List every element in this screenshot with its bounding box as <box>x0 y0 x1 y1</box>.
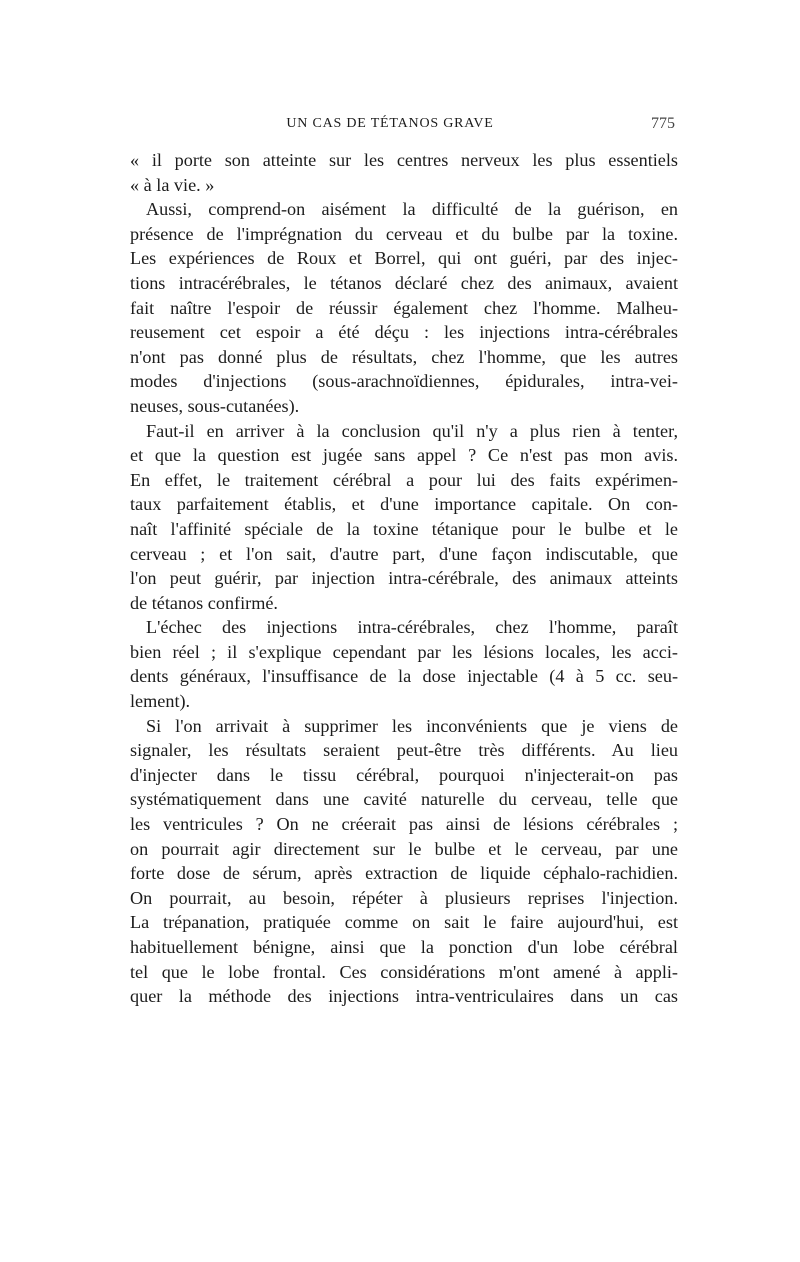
running-title: UN CAS DE TÉTANOS GRAVE <box>286 116 494 131</box>
text-line: signaler, les résultats seraient peut-être très différents. Au lieu <box>130 740 678 761</box>
text-line: reusement cet espoir a été déçu : les injections intra-cérébrales <box>130 322 678 343</box>
page-number: 775 <box>651 115 675 132</box>
text-line: quer la méthode des injections intra-ventriculaires dans un cas <box>130 986 678 1007</box>
body-text <box>130 148 678 1009</box>
text-line: En effet, le traitement cérébral a pour lui des faits expérimen- <box>130 469 678 490</box>
text-line: tel que le lobe frontal. Ces considérations m'ont amené à appli- <box>130 961 678 982</box>
text-line: neuses, sous-cutanées). <box>130 395 300 416</box>
text-line: On pourrait, au besoin, répéter à plusieurs reprises l'injection. <box>130 887 678 908</box>
running-head <box>130 116 675 136</box>
paragraph-start-line: Si l'on arrivait à supprimer les inconvénients que je viens de <box>146 715 678 736</box>
text-line: présence de l'imprégnation du cerveau et du bulbe par la toxine. <box>130 223 678 244</box>
text-line: l'on peut guérir, par injection intra-cérébrale, des animaux atteints <box>130 568 678 589</box>
text-line: et que la question est jugée sans appel ? Ce n'est pas mon avis. <box>130 445 678 466</box>
paragraph-start-line: Faut-il en arriver à la conclusion qu'il n'y a plus rien à tenter, <box>146 420 678 441</box>
text-line: La trépanation, pratiquée comme on sait le faire aujourd'hui, est <box>130 912 678 933</box>
text-line: on pourrait agir directement sur le bulbe et le cerveau, par une <box>130 838 678 859</box>
text-line: dents généraux, l'insuffisance de la dose injectable (4 à 5 cc. seu- <box>130 666 678 687</box>
text-line: Les expériences de Roux et Borrel, qui ont guéri, par des injec- <box>130 248 678 269</box>
text-line: « il porte son atteinte sur les centres nerveux les plus essentiels <box>130 150 678 170</box>
text-line: lement). <box>130 691 191 712</box>
text-line: d'injecter dans le tissu cérébral, pourquoi n'injecterait-on pas <box>130 764 678 785</box>
text-line: fait naître l'espoir de réussir également chez l'homme. Malheu- <box>130 297 678 318</box>
text-line: tions intracérébrales, le tétanos déclaré chez des animaux, avaient <box>130 272 678 293</box>
text-line: n'ont pas donné plus de résultats, chez l'homme, que les autres <box>130 346 678 367</box>
text-line: de tétanos confirmé. <box>130 592 278 613</box>
text-line: les ventricules ? On ne créerait pas ainsi de lésions cérébrales ; <box>130 814 678 835</box>
text-line: modes d'injections (sous-arachnoïdiennes, épidurales, intra-vei- <box>130 371 678 392</box>
paragraph-start-line: Aussi, comprend-on aisément la difficulté de la guérison, en <box>146 199 678 220</box>
text-line: naît l'affinité spéciale de la toxine tétanique pour le bulbe et le <box>130 518 678 539</box>
text-line: forte dose de sérum, après extraction de liquide céphalo-rachidien. <box>130 863 678 884</box>
text-line: taux parfaitement établis, et d'une importance capitale. On con- <box>130 494 678 515</box>
paragraph-start-line: L'échec des injections intra-cérébrales, chez l'homme, paraît <box>146 617 678 638</box>
text-line: habituellement bénigne, ainsi que la ponction d'un lobe cérébral <box>130 937 678 957</box>
text-line: systématiquement dans une cavité naturelle du cerveau, telle que <box>130 789 678 810</box>
text-line: « à la vie. » <box>130 174 215 195</box>
text-line: cerveau ; et l'on sait, d'autre part, d'une façon indiscutable, que <box>130 543 678 564</box>
text-line: bien réel ; il s'explique cependant par les lésions locales, les acci- <box>130 641 678 662</box>
